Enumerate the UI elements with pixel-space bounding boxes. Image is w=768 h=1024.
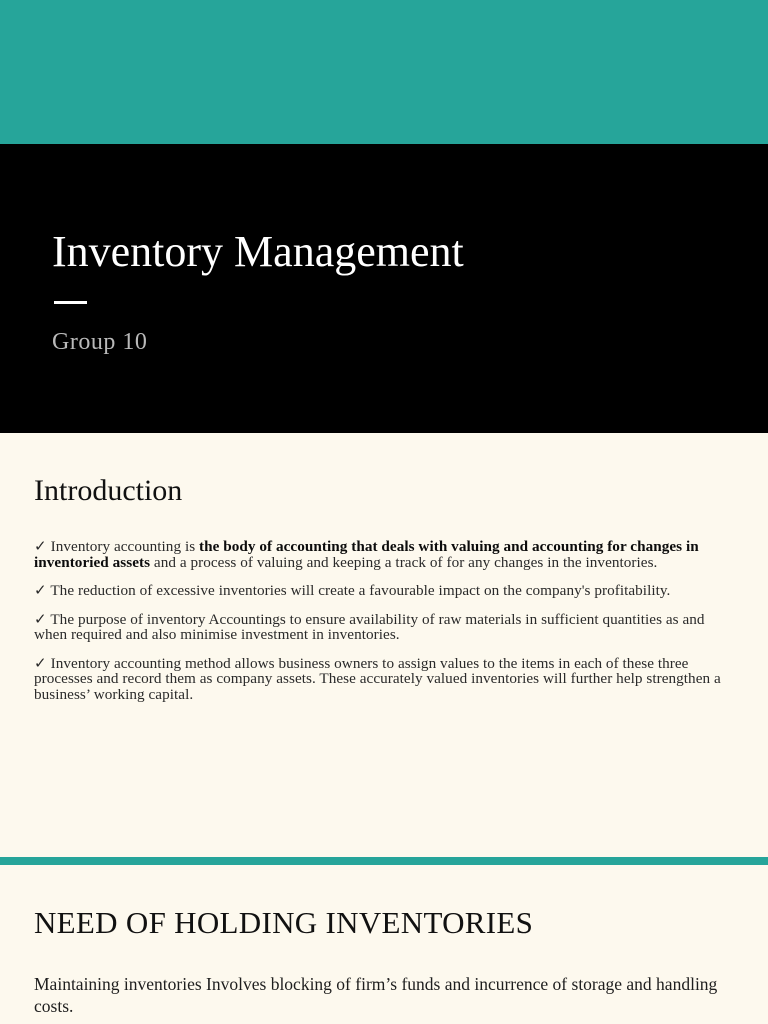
checkmark-icon: ✓ [34, 582, 47, 599]
slide-subtitle: Group 10 [52, 329, 148, 355]
bullet-text: Inventory accounting is [46, 538, 200, 555]
introduction-heading: Introduction [34, 474, 183, 507]
slide-title: Inventory Management [52, 227, 464, 276]
bullet-item [34, 612, 734, 643]
bullet-item [34, 656, 734, 703]
title-slide [0, 144, 768, 433]
bullet-text: The reduction of excessive inventories will create a favourable impact on the company's profitability. [46, 582, 671, 599]
accent-divider [0, 857, 768, 865]
checkmark-icon: ✓ [34, 538, 47, 555]
title-divider-dash [54, 301, 87, 304]
bullet-text: Inventory accounting method allows business owners to assign values to the items in each of these three processes and record them as company assets. These accurately valued inventories will further help strengthen a business’ working capital. [34, 654, 721, 703]
need-body-text: Maintaining inventories Involves blocking of firm’s funds and incurrence of storage and handling costs. [34, 974, 718, 1016]
bullet-bold-text: the body of accounting that deals with valuing and accounting for changes in inventoried assets [34, 538, 699, 571]
need-heading: NEED OF HOLDING INVENTORIES [34, 905, 534, 940]
bullet-text: The purpose of inventory Accountings to ensure availability of raw materials in sufficient quantities as and when required and also minimise investment in inventories. [34, 610, 705, 643]
bullet-text: and a process of valuing and keeping a track of for any changes in the inventories. [150, 553, 658, 571]
checkmark-icon: ✓ [34, 610, 47, 628]
bullet-item [34, 583, 734, 599]
bullet-item [34, 539, 734, 570]
checkmark-icon: ✓ [34, 654, 47, 672]
need-of-holding-inventories-slide [0, 865, 768, 1024]
accent-band-top [0, 0, 768, 144]
introduction-slide [0, 433, 768, 857]
introduction-bullet-list [34, 539, 734, 715]
